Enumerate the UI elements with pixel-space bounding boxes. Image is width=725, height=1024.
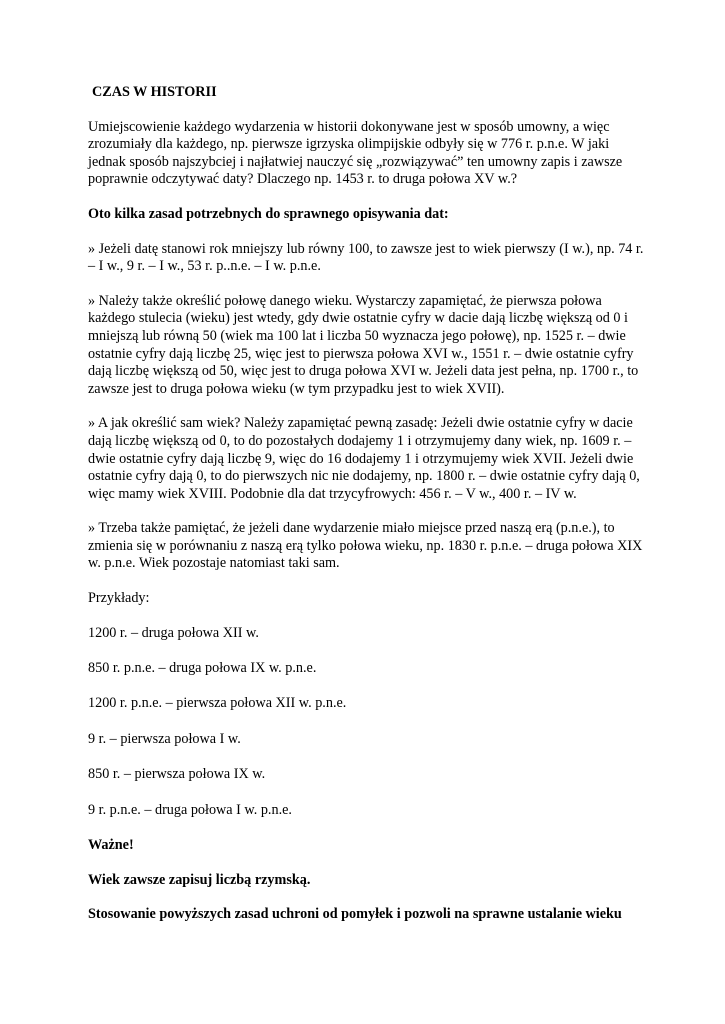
example-item: 9 r. – pierwsza połowa I w. [88, 730, 241, 747]
example-item: 850 r. p.n.e. – druga połowa IX w. p.n.e. [88, 660, 317, 677]
rule-paragraph-4: » Trzeba także pamiętać, że jeżeli dane wydarzenie miało miejsce przed naszą erą (p.n.e.), to zmienia się w porównaniu z naszą erą tylko połowa wieku, np. 1830 r. p.n.e. – druga połowa XIX w. p.n.e. Wiek pozostaje natomiast taki sam. [88, 520, 643, 572]
example-item: 1200 r. p.n.e. – pierwsza połowa XII w. p.n.e. [88, 695, 347, 712]
rule-paragraph-1: » Jeżeli datę stanowi rok mniejszy lub równy 100, to zawsze jest to wiek pierwszy (I w.), np. 74 r. – I w., 9 r. – I w., 53 r. p..n.e. – I w. p.n.e. [88, 240, 644, 275]
document-title: CZAS W HISTORII [92, 84, 217, 100]
closing-note: Stosowanie powyższych zasad uchroni od pomyłek i pozwoli na sprawne ustalanie wieku [88, 906, 622, 923]
document-page [88, 84, 650, 941]
example-item: 1200 r. – druga połowa XII w. [88, 624, 259, 641]
important-note: Wiek zawsze zapisuj liczbą rzymską. [88, 871, 311, 888]
rules-heading: Oto kilka zasad potrzebnych do sprawnego opisywania dat: [88, 205, 449, 222]
examples-heading: Przykłady: [88, 590, 150, 607]
important-heading: Ważne! [88, 837, 134, 853]
example-item: 850 r. – pierwsza połowa IX w. [88, 766, 266, 783]
example-item: 9 r. p.n.e. – druga połowa I w. p.n.e. [88, 801, 292, 818]
rule-paragraph-3: » A jak określić sam wiek? Należy zapamiętać pewną zasadę: Jeżeli dwie ostatnie cyfry w dacie dają liczbę większą od 0, to do pozostałych dodajemy 1 i otrzymujemy dany wiek, np. 1609 r. – dwie ostatnie cyfry dają liczbę 9, więc do 16 dodajemy 1 i otrzymujemy wiek XVII. Jeżeli dwie ostatnie cyfry dają 0, to do pierwszych nic nie dodajemy, np. 1800 r. – dwie ostatnie cyfry dają 0, więc mamy wiek XVIII. Podobnie dla dat trzycyfrowych: 456 r. – V w., 400 r. – IV w. [88, 415, 640, 502]
rule-paragraph-2: » Należy także określić połowę danego wieku. Wystarczy zapamiętać, że pierwsza połowa każdego stulecia (wieku) jest wtedy, gdy dwie ostatnie cyfry w dacie dają liczbę większą od 0 i mniejszą lub równą 50 (wiek ma 100 lat i liczba 50 wyznacza jego połowę), np. 1525 r. – dwie ostatnie cyfry dają liczbę 25, więc jest to pierwsza połowa XVI w., 1551 r. – dwie ostatnie cyfry dają liczbę większą od 50, więc jest to druga połowa XVI w. Jeżeli data jest pełna, np. 1700 r., to zawsze jest to druga połowa wieku (w tym przypadku jest to wiek XVII). [88, 292, 639, 397]
intro-paragraph: Umiejscowienie każdego wydarzenia w historii dokonywane jest w sposób umowny, a więc zrozumiały dla każdego, np. pierwsze igrzyska olimpijskie odbyły się w 776 r. p.n.e. W jaki jednak sposób najszybciej i najłatwiej nauczyć się „rozwiązywać” ten umowny zapis i zawsze poprawnie odczytywać daty? Dlaczego np. 1453 r. to druga połowa XV w.? [88, 118, 623, 188]
